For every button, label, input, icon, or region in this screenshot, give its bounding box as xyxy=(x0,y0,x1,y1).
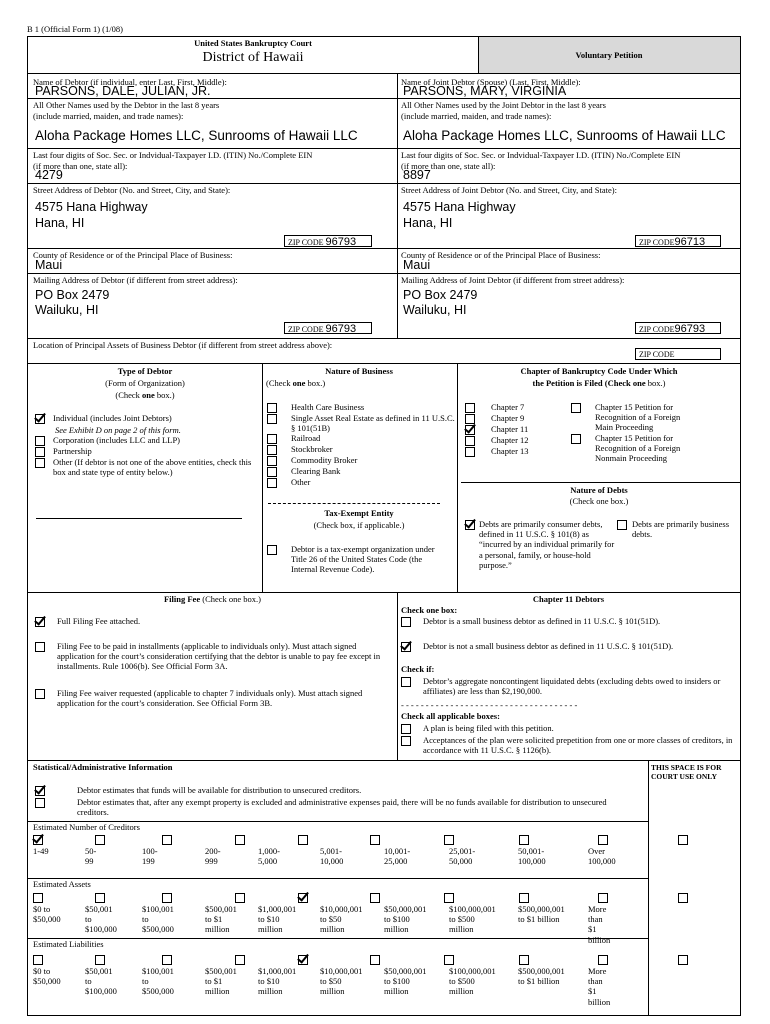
joint-name: PARSONS, MARY, VIRGINIA xyxy=(403,84,567,98)
liabilities-option-label xyxy=(518,966,565,986)
assets-label-line: million xyxy=(320,924,345,935)
liabilities-option-checkbox[interactable] xyxy=(162,955,172,965)
petition-type: Voluntary Petition xyxy=(575,50,643,60)
liabilities-option-label xyxy=(205,966,237,997)
other-entity-line xyxy=(36,518,242,519)
funds-available[interactable]: Debtor estimates that funds will be available for distribution to unsecured creditors. xyxy=(35,785,640,796)
joint-ssn-label-2: (if more than one, state all): xyxy=(401,161,496,171)
chapter-15-nonmain-checkbox[interactable] xyxy=(571,434,581,444)
ch11-dashes: - - - - - - - - - - - - - - - - - - - - - - - - - - - - - - - - - - - - xyxy=(401,700,578,710)
nb-stockbroker[interactable]: Stockbroker xyxy=(267,444,455,455)
individual-checkbox[interactable] xyxy=(35,414,45,424)
joint-name-label: Name of Joint Debtor (Spouse) (Last, First, Middle): xyxy=(401,77,581,87)
filing-fee-title: Filing Fee (Check one box.) xyxy=(163,594,262,604)
joint-mailing-zip: ZIP CODE96793 xyxy=(635,322,721,334)
creditors-option-checkbox[interactable] xyxy=(33,835,43,845)
liabilities-label-line: $50,000 xyxy=(33,976,61,987)
type-partnership[interactable]: Partnership xyxy=(35,446,257,457)
assets-label-line: $10,000,001 xyxy=(320,904,363,914)
nature-business-options xyxy=(267,402,455,488)
creditors-label-line: 50,000 xyxy=(449,856,473,867)
creditors-option-checkbox[interactable] xyxy=(519,835,529,845)
debtor-mailing-zip: ZIP CODE 96793 xyxy=(284,322,372,334)
partnership-checkbox[interactable] xyxy=(35,447,45,457)
type-other[interactable]: Other (If debtor is not one of the above entities, check this box and state type of entity below.) xyxy=(35,457,257,477)
type-debtor-title: Type of Debtor xyxy=(117,366,173,376)
assets-label-line: $50,000,001 xyxy=(384,904,427,914)
assets-option-checkbox[interactable] xyxy=(598,893,608,903)
creditors-label-line: 5,000 xyxy=(258,856,278,867)
liabilities-option-label xyxy=(320,966,363,997)
assets-option-label xyxy=(205,904,237,935)
creditors-label-line: 100,000 xyxy=(588,856,616,867)
creditors-option-checkbox[interactable] xyxy=(678,835,688,845)
liabilities-option-checkbox[interactable] xyxy=(370,955,380,965)
liabilities-option-checkbox[interactable] xyxy=(444,955,454,965)
ch11-title: Chapter 11 Debtors xyxy=(532,594,605,604)
debtor-street-label: Street Address of Debtor (No. and Street, City, and State): xyxy=(33,185,231,195)
liabilities-label-line: $500,000 xyxy=(142,986,174,997)
liabilities-label-line: million xyxy=(205,986,230,997)
clearing-bank-checkbox[interactable] xyxy=(267,467,277,477)
tax-exempt-checkbox[interactable] xyxy=(267,545,277,555)
debtor-other-names: Aloha Package Homes LLC, Sunrooms of Hawaii LLC xyxy=(35,128,358,143)
liabilities-option-checkbox[interactable] xyxy=(95,955,105,965)
creditors-label-line: 100,000 xyxy=(518,856,546,867)
assets-label-line: $100,000,001 xyxy=(449,904,496,914)
liabilities-option-checkbox[interactable] xyxy=(519,955,529,965)
creditors-label-line: 10,001- xyxy=(384,846,411,856)
location-label: Location of Principal Assets of Business Debtor (if different from street address above): xyxy=(33,340,333,350)
liabilities-label-line: to $100 xyxy=(384,976,410,987)
assets-option-checkbox[interactable] xyxy=(298,893,308,903)
creditors-option-label xyxy=(320,846,343,866)
liabilities-label-line: to $10 xyxy=(258,976,280,987)
debtor-ssn: 4279 xyxy=(35,168,63,182)
assets-label-line: to $50 xyxy=(320,914,342,925)
debtor-street-2: Hana, HI xyxy=(35,216,85,230)
liabilities-label-line: to $50 xyxy=(320,976,342,987)
assets-option-checkbox[interactable] xyxy=(95,893,105,903)
chapter-right-options xyxy=(571,402,696,463)
joint-ssn: 8897 xyxy=(403,168,431,182)
creditors-option-label xyxy=(518,846,546,866)
nb-health-care[interactable]: Health Care Business xyxy=(267,402,455,413)
consumer-debts-checkbox[interactable] xyxy=(465,520,475,530)
liabilities-label-line: $50,001 to xyxy=(85,966,113,987)
type-debtor-sub2: (Check one box.) xyxy=(115,390,175,400)
creditors-option-checkbox[interactable] xyxy=(370,835,380,845)
joint-county-label: County of Residence or of the Principal Place of Business: xyxy=(401,250,601,260)
debtor-other-names-label: All Other Names used by the Debtor in the last 8 years xyxy=(33,100,220,110)
liabilities-label-line: $500,000,001 xyxy=(518,966,565,976)
type-debtor-sub1: (Form of Organization) xyxy=(105,378,185,388)
chapter-13[interactable]: Chapter 13 xyxy=(465,446,565,457)
liabilities-label-line: $50,000,001 xyxy=(384,966,427,976)
assets-label-line: $0 to xyxy=(33,904,51,914)
assets-label-line: million xyxy=(384,924,409,935)
creditors-label-line: 25,001- xyxy=(449,846,476,856)
assets-label-line: $1 billion xyxy=(588,924,611,945)
liabilities-option-label xyxy=(142,966,174,997)
liabilities-label-line: to $500 xyxy=(449,976,475,987)
funds-available-checkbox[interactable] xyxy=(35,786,45,796)
creditors-option-label xyxy=(33,846,49,856)
liabilities-option-checkbox[interactable] xyxy=(33,955,43,965)
assets-label-line: million xyxy=(449,924,474,935)
chapter-12[interactable]: Chapter 12 xyxy=(465,435,565,446)
creditors-option-label xyxy=(588,846,616,866)
creditors-label-line: 25,000 xyxy=(384,856,408,867)
exhibit-d-note: See Exhibit D on page 2 of this form. xyxy=(55,425,181,435)
creditors-option-label xyxy=(205,846,221,866)
assets-label-line: $100,000 xyxy=(85,924,117,935)
assets-label-line: to $1 xyxy=(205,914,223,925)
installment-fee-checkbox[interactable] xyxy=(35,642,45,652)
business-debts[interactable]: Debts are primarily business debts. xyxy=(617,519,735,539)
not-small-business[interactable]: Debtor is not a small business debtor as defined in 11 U.S.C. § 101(51D). xyxy=(401,641,736,652)
creditors-option-label xyxy=(449,846,475,866)
chapter-13-checkbox[interactable] xyxy=(465,447,475,457)
nature-business-title: Nature of Business xyxy=(325,366,393,376)
full-fee-checkbox[interactable] xyxy=(35,617,45,627)
ch11-check-if: Check if: xyxy=(401,664,435,674)
assets-option-label xyxy=(384,904,427,935)
creditors-label-line: 50,001- xyxy=(518,846,545,856)
liabilities-option-label xyxy=(449,966,496,997)
liabilities-label-line: $1 billion xyxy=(588,986,611,1007)
liabilities-label-line: $0 to xyxy=(33,966,51,976)
assets-option-checkbox[interactable] xyxy=(444,893,454,903)
debtor-mailing-2: Wailuku, HI xyxy=(35,303,99,317)
assets-label-line: $500,000 xyxy=(142,924,174,935)
district-name: District of Hawaii xyxy=(202,50,304,65)
assets-option-label xyxy=(449,904,496,935)
assets-option-checkbox[interactable] xyxy=(678,893,688,903)
nb-commodity[interactable]: Commodity Broker xyxy=(267,455,455,466)
liabilities-option-label xyxy=(33,966,61,986)
liabilities-label-line: million xyxy=(449,986,474,997)
liabilities-option-checkbox[interactable] xyxy=(678,955,688,965)
joint-mailing-2: Wailuku, HI xyxy=(403,303,467,317)
joint-other-names: Aloha Package Homes LLC, Sunrooms of Hawaii LLC xyxy=(403,128,726,143)
chapter-15-main[interactable]: Chapter 15 Petition for Recognition of a Foreign Main Proceeding xyxy=(571,402,696,433)
location-zip: ZIP CODE xyxy=(635,348,721,360)
no-funds-checkbox[interactable] xyxy=(35,798,45,808)
liabilities-option-label xyxy=(258,966,296,997)
debtor-county-label: County of Residence or of the Principal Place of Business: xyxy=(33,250,233,260)
creditors-option-label xyxy=(85,846,100,866)
chapter-15-main-checkbox[interactable] xyxy=(571,403,581,413)
debtor-name: PARSONS, DALE, JULIAN, JR. xyxy=(35,84,211,98)
creditors-option-checkbox[interactable] xyxy=(298,835,308,845)
liabilities-label-line: to $1 billion xyxy=(518,976,560,987)
assets-label-line: million xyxy=(258,924,283,935)
assets-label-line: $100,001 to xyxy=(142,904,174,925)
stockbroker-checkbox[interactable] xyxy=(267,445,277,455)
other-entity-checkbox[interactable] xyxy=(35,458,45,468)
type-debtor-options xyxy=(35,413,257,478)
assets-option-checkbox[interactable] xyxy=(33,893,43,903)
nature-debts-sub: (Check one box.) xyxy=(569,496,629,506)
liabilities-label-line: million xyxy=(258,986,283,997)
corporation-checkbox[interactable] xyxy=(35,436,45,446)
liabilities-label-line: $100,000 xyxy=(85,986,117,997)
chapter-9[interactable]: Chapter 9 xyxy=(465,413,565,424)
joint-street-1: 4575 Hana Highway xyxy=(403,200,516,214)
chapter-title: Chapter of Bankruptcy Code Under Which xyxy=(520,366,678,376)
assets-label-line: to $10 xyxy=(258,914,280,925)
creditors-option-checkbox[interactable] xyxy=(444,835,454,845)
plan-filed[interactable]: A plan is being filed with this petition. xyxy=(401,723,737,734)
acceptances-checkbox[interactable] xyxy=(401,736,411,746)
plan-filed-checkbox[interactable] xyxy=(401,724,411,734)
installment-fee[interactable]: Filing Fee to be paid in installments (applicable to individuals only). Must attach signed application for the court’s consideration certifying that the debtor is unable to pay fee except in installments. Rule 1006(b). See Official Form 3A. xyxy=(35,641,390,672)
assets-option-label xyxy=(258,904,296,935)
nb-railroad[interactable]: Railroad xyxy=(267,433,455,444)
creditors-title: Estimated Number of Creditors xyxy=(33,822,140,832)
liabilities-label-line: $10,000,001 xyxy=(320,966,363,976)
joint-mailing-1: PO Box 2479 xyxy=(403,288,478,302)
liabilities-option-checkbox[interactable] xyxy=(298,955,308,965)
creditors-option-checkbox[interactable] xyxy=(95,835,105,845)
debtor-other-names-label-2: (include married, maiden, and trade names): xyxy=(33,111,184,121)
aggregate-debts-checkbox[interactable] xyxy=(401,677,411,687)
assets-label-line: to $1 billion xyxy=(518,914,560,925)
liabilities-label-line: $500,001 xyxy=(205,966,237,976)
debtor-name-label: Name of Debtor (if individual, enter Last, First, Middle): xyxy=(33,77,227,87)
chapter-left-options xyxy=(465,402,565,457)
ch11-check-all: Check all applicable boxes: xyxy=(401,711,500,721)
joint-zip: ZIP CODE96713 xyxy=(635,235,721,247)
assets-label-line: More than xyxy=(588,904,607,925)
chapter-12-checkbox[interactable] xyxy=(465,436,475,446)
type-corporation[interactable]: Corporation (includes LLC and LLP) xyxy=(35,435,257,446)
assets-option-label xyxy=(518,904,565,924)
creditors-option-label xyxy=(384,846,410,866)
creditors-label-line: 1-49 xyxy=(33,846,49,856)
assets-label-line: $1,000,001 xyxy=(258,904,297,914)
debtor-mailing-1: PO Box 2479 xyxy=(35,288,110,302)
small-business[interactable]: Debtor is a small business debtor as defined in 11 U.S.C. § 101(51D). xyxy=(401,616,736,627)
tax-exempt-sub: (Check box, if applicable.) xyxy=(313,520,405,530)
liabilities-option-label xyxy=(384,966,427,997)
no-funds-available[interactable]: Debtor estimates that, after any exempt property is excluded and administrative expenses paid, there will be no funds available for distribution to unsecured creditors. xyxy=(35,797,640,817)
creditors-label-line: 10,000 xyxy=(320,856,344,867)
nb-other[interactable]: Other xyxy=(267,477,455,488)
nb-other-checkbox[interactable] xyxy=(267,478,277,488)
chapter-11[interactable]: Chapter 11 xyxy=(465,424,565,435)
railroad-checkbox[interactable] xyxy=(267,434,277,444)
stat-title: Statistical/Administrative Information xyxy=(33,762,173,772)
nature-debts-title: Nature of Debts xyxy=(570,485,628,495)
creditors-option-checkbox[interactable] xyxy=(598,835,608,845)
nb-clearing[interactable]: Clearing Bank xyxy=(267,466,455,477)
assets-label-line: $500,000,001 xyxy=(518,904,565,914)
creditors-option-checkbox[interactable] xyxy=(162,835,172,845)
ch11-check-one: Check one box: xyxy=(401,605,458,615)
assets-label-line: million xyxy=(205,924,230,935)
liabilities-option-label xyxy=(588,966,610,1007)
liabilities-label-line: $100,000,001 xyxy=(449,966,496,976)
joint-other-names-label-2: (include married, maiden, and trade names): xyxy=(401,111,552,121)
creditors-label-line: 200-999 xyxy=(205,846,221,867)
joint-other-names-label: All Other Names used by the Joint Debtor in the last 8 years xyxy=(401,100,606,110)
fee-waiver-checkbox[interactable] xyxy=(35,689,45,699)
creditors-option-label xyxy=(142,846,158,866)
nb-single-asset[interactable]: Single Asset Real Estate as defined in 11 U.S.C. § 101(51B) xyxy=(267,413,455,433)
joint-street-label: Street Address of Joint Debtor (No. and Street, City, and State): xyxy=(401,185,617,195)
debtor-county: Maui xyxy=(35,258,63,272)
chapter-11-checkbox[interactable] xyxy=(465,425,475,435)
debtor-ssn-label-2: (if more than one, state all): xyxy=(33,161,128,171)
debtor-street-1: 4575 Hana Highway xyxy=(35,200,148,214)
assets-option-label xyxy=(320,904,363,935)
liabilities-label-line: $100,001 to xyxy=(142,966,174,987)
assets-label-line: $500,001 xyxy=(205,904,237,914)
nature-business-sub: (Check one box.) xyxy=(266,378,326,388)
tax-exempt-title: Tax-Exempt Entity xyxy=(324,508,394,518)
not-small-business-checkbox[interactable] xyxy=(401,642,411,652)
assets-label-line: to $500 xyxy=(449,914,475,925)
court-name: United States Bankruptcy Court xyxy=(194,38,312,48)
fee-waiver[interactable]: Filing Fee waiver requested (applicable to chapter 7 individuals only). Must attach signed application for the court’s consideration. See Official Form 3B. xyxy=(35,688,390,708)
assets-label-line: $50,001 to xyxy=(85,904,113,925)
assets-label-line: $50,000 xyxy=(33,914,61,925)
assets-option-checkbox[interactable] xyxy=(162,893,172,903)
liabilities-label-line: to $1 xyxy=(205,976,223,987)
type-individual[interactable]: Individual (includes Joint Debtors) xyxy=(35,413,257,424)
commodity-broker-checkbox[interactable] xyxy=(267,456,277,466)
assets-title: Estimated Assets xyxy=(33,879,91,889)
business-debts-checkbox[interactable] xyxy=(617,520,627,530)
creditors-label-line: Over xyxy=(588,846,605,856)
creditors-label-line: 100-199 xyxy=(142,846,158,867)
liabilities-option-checkbox[interactable] xyxy=(598,955,608,965)
assets-option-checkbox[interactable] xyxy=(235,893,245,903)
tax-exempt-option[interactable]: Debtor is a tax-exempt organization under Title 26 of the United States Code (the Internal Revenue Code). xyxy=(267,544,447,575)
assets-option-label xyxy=(142,904,174,935)
liabilities-label-line: $1,000,001 xyxy=(258,966,297,976)
joint-mailing-label: Mailing Address of Joint Debtor (if different from street address): xyxy=(401,275,625,285)
liabilities-title: Estimated Liabilities xyxy=(33,939,104,949)
chapter-15-nonmain[interactable]: Chapter 15 Petition for Recognition of a Foreign Nonmain Proceeding xyxy=(571,433,696,464)
debtor-ssn-label: Last four digits of Soc. Sec. or Indvidual-Taxpayer I.D. (ITIN) No./Complete EIN xyxy=(33,150,313,160)
liabilities-label-line: million xyxy=(384,986,409,997)
liabilities-option-checkbox[interactable] xyxy=(235,955,245,965)
creditors-label-line: 1,000- xyxy=(258,846,280,856)
small-business-checkbox[interactable] xyxy=(401,617,411,627)
creditors-label-line: 50-99 xyxy=(85,846,97,867)
form-id: B 1 (Official Form 1) (1/08) xyxy=(27,24,123,34)
single-asset-checkbox[interactable] xyxy=(267,414,277,424)
joint-county: Maui xyxy=(403,258,431,272)
creditors-option-checkbox[interactable] xyxy=(235,835,245,845)
chapter-7[interactable]: Chapter 7 xyxy=(465,402,565,413)
assets-option-label xyxy=(33,904,61,924)
full-filing-fee[interactable]: Full Filing Fee attached. xyxy=(35,616,385,627)
court-use: THIS SPACE IS FOR COURT USE ONLY xyxy=(651,763,722,781)
health-care-checkbox[interactable] xyxy=(267,403,277,413)
liabilities-option-label xyxy=(85,966,117,997)
creditors-label-line: 5,001- xyxy=(320,846,342,856)
chapter-7-checkbox[interactable] xyxy=(465,403,475,413)
debtor-zip: ZIP CODE 96793 xyxy=(284,235,372,247)
joint-ssn-label: Last four digits of Soc. Sec. or Indvidual-Taxpayer I.D. (ITIN) No./Complete EIN xyxy=(401,150,681,160)
assets-option-label xyxy=(85,904,117,935)
assets-option-checkbox[interactable] xyxy=(519,893,529,903)
debtor-mailing-label: Mailing Address of Debtor (if different from street address): xyxy=(33,275,238,285)
liabilities-label-line: More than xyxy=(588,966,607,987)
consumer-debts[interactable]: Debts are primarily consumer debts, defined in 11 U.S.C. § 101(8) as “incurred by an individual primarily for a personal, family, or house-hold purpose.” xyxy=(465,519,615,570)
joint-street-2: Hana, HI xyxy=(403,216,453,230)
liabilities-label-line: million xyxy=(320,986,345,997)
creditors-option-label xyxy=(258,846,280,866)
assets-option-checkbox[interactable] xyxy=(370,893,380,903)
chapter-title-2: the Petition is Filed (Check one box.) xyxy=(532,378,666,388)
acceptances[interactable]: Acceptances of the plan were solicited prepetition from one or more classes of creditors, in accordance with 11 U.S.C. § 1126(b). xyxy=(401,735,737,755)
aggregate-debts[interactable]: Debtor’s aggregate noncontingent liquidated debts (excluding debts owed to insiders or affiliates) are less than $2,190,000. xyxy=(401,676,737,696)
assets-label-line: to $100 xyxy=(384,914,410,925)
